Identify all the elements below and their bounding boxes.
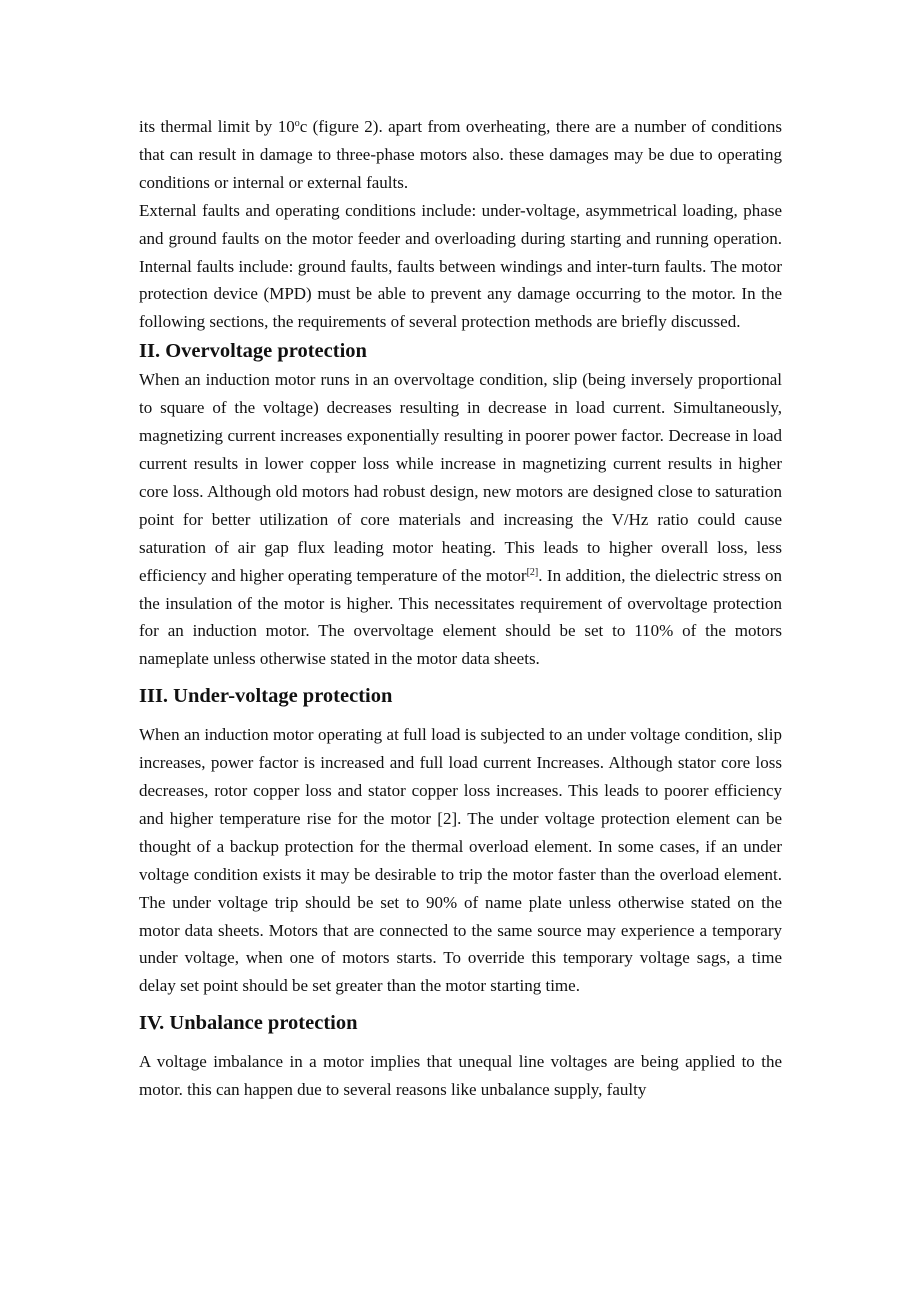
section-heading-overvoltage: II. Overvoltage protection [139, 340, 367, 363]
overvoltage-text-b: . In addition, the dielectric stress on the insulation of the motor is higher. This necessitates requirement of overvoltage protection for an induction motor. The overvoltage element should be set to 110% of the motors nameplate unless otherwise stated in the motor data sheets. [139, 565, 782, 669]
intro-paragraph-2: External faults and operating conditions include: under-voltage, asymmetrical loading, phase and ground faults on the motor feeder and overloading during starting and running operation. Internal faults include: ground faults, faults between windings and inter-turn faults. The motor protection device (MPD) must be able to prevent any damage occurring to the motor. In the following sections, the requirements of several protection methods are briefly discussed. [139, 200, 782, 332]
section-heading-unbalance: IV. Unbalance protection [139, 1012, 358, 1035]
overvoltage-text-a: When an induction motor runs in an overvoltage condition, slip (being inversely proportional to square of the voltage) decreases resulting in decrease in load current. Simultaneously, magnetizing current increases exponentially resulting in poorer power factor. Decrease in load current results in lower copper loss while increase in magnetizing current results in higher core loss. Although old motors had robust design, new motors are designed close to saturation point for better utilization of core materials and increasing the V/Hz ratio could cause saturation of air gap flux leading motor heating. This leads to higher overall loss, less efficiency and higher operating temperature of the motor [139, 370, 782, 585]
overvoltage-paragraph [139, 366, 782, 673]
section-heading-undervoltage: III. Under-voltage protection [139, 685, 393, 708]
page-content [139, 113, 782, 1104]
unbalance-paragraph: A voltage imbalance in a motor implies that unequal line voltages are being applied to the motor. this can happen due to several reasons like unbalance supply, faulty [139, 1052, 782, 1100]
undervoltage-paragraph: When an induction motor operating at full load is subjected to an under voltage condition, slip increases, power factor is increased and full load current Increases. Although stator core loss decreases, rotor copper loss and stator copper loss increases. This leads to poorer efficiency and higher temperature rise for the motor [2]. The under voltage protection element can be thought of a backup protection for the thermal overload element. In some cases, if an under voltage condition exists it may be desirable to trip the motor faster than the overload element. The under voltage trip should be set to 90% of name plate unless otherwise stated on the motor data sheets. Motors that are connected to the same source may experience a temporary under voltage, when one of motors starts. To override this temporary voltage sags, a time delay set point should be set greater than the motor starting time. [139, 725, 782, 996]
intro-p1-text-a: its thermal limit by 10 [139, 117, 295, 136]
reference-superscript: [2] [526, 566, 539, 578]
degree-superscript: o [294, 118, 300, 129]
intro-p1-text-b: c (figure 2). apart from overheating, there are a number of conditions that can result in damage to three-phase motors also. these damages may be due to operating conditions or internal or external faults. [139, 117, 782, 192]
intro-paragraph-1 [139, 113, 782, 197]
